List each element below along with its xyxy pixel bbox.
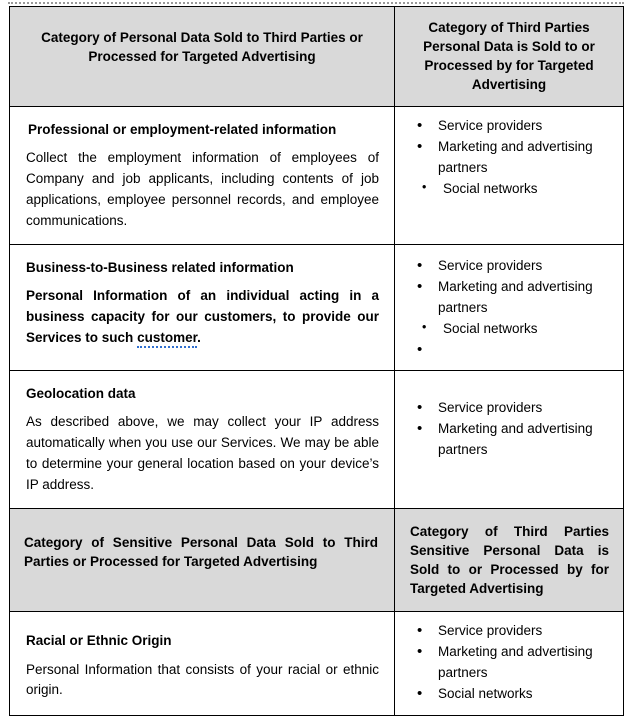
header-cell-sensitive-data-category [10, 508, 395, 612]
category-description: As described above, we may collect your IP address automatically when you use our Services. We may be able to determine your general location based on your device’s IP address. [26, 414, 379, 492]
list-item: • Marketing and advertising partners [405, 136, 613, 178]
category-title: Geolocation data [26, 385, 136, 401]
category-title: Business-to-Business related information [26, 259, 294, 275]
list-item: • Service providers [405, 397, 613, 418]
table-row [10, 612, 624, 715]
category-description-part1: Personal Information of an individual acting in a business capacity for our customers, to provide our Services to such [26, 287, 379, 345]
category-description [26, 286, 379, 349]
cell-parties-professional [395, 106, 624, 244]
third-parties-list [405, 115, 613, 199]
category-description: Collect the employment information of employees of Company and job applicants, including contents of job applications, employee personnel records, and employee communications. [26, 149, 379, 228]
cell-category-b2b [10, 244, 395, 370]
page-boundary-marker [8, 2, 624, 4]
list-item: • Social networks [405, 178, 613, 199]
header-label-sensitive-data-category: Category of Sensitive Personal Data Sold to Third Parties or Processed for Targeted Advertising [24, 534, 378, 569]
header-cell-sensitive-third-parties [395, 508, 624, 612]
category-description: Personal Information that consists of your racial or ethnic origin. [26, 661, 379, 698]
cell-parties-racial-ethnic-origin [395, 612, 624, 715]
list-item: • Service providers [405, 115, 613, 136]
third-parties-list [405, 255, 613, 360]
cell-category-geolocation [10, 370, 395, 508]
table-row [10, 370, 624, 508]
list-item: • Marketing and advertising partners [405, 418, 613, 460]
privacy-disclosure-table [9, 6, 624, 716]
list-item: • Marketing and advertising partners [405, 276, 613, 318]
header-label-third-parties: Category of Third Parties Personal Data is Sold to or Processed by for Targeted Advertising [423, 20, 595, 93]
list-item: • Social networks [405, 683, 613, 704]
table-header-row-sensitive-data [10, 508, 624, 612]
header-cell-third-parties [395, 7, 624, 107]
table-row [10, 244, 624, 370]
list-item: • Social networks [405, 318, 613, 339]
list-item: • Marketing and advertising partners [405, 641, 613, 683]
cell-parties-geolocation [395, 370, 624, 508]
table-row [10, 106, 624, 244]
category-description-part2: . [197, 329, 201, 345]
cell-category-professional [10, 106, 395, 244]
category-title: Professional or employment-related information [28, 121, 337, 137]
spellcheck-flagged-word: customer [137, 330, 197, 348]
header-cell-personal-data-category [10, 7, 395, 107]
category-title: Racial or Ethnic Origin [26, 633, 172, 649]
list-item-empty [405, 339, 613, 360]
third-parties-list [405, 620, 613, 704]
cell-category-racial-ethnic-origin [10, 612, 395, 715]
header-label-sensitive-third-parties: Category of Third Parties Sensitive Personal Data is Sold to or Processed by for Targeted Advertising [410, 523, 609, 597]
list-item: • Service providers [405, 620, 613, 641]
header-label-personal-data-category: Category of Personal Data Sold to Third Parties or Processed for Targeted Advertising [41, 30, 363, 65]
cell-parties-b2b [395, 244, 624, 370]
list-item: • Service providers [405, 255, 613, 276]
third-parties-list [405, 397, 613, 460]
table-header-row-personal-data [10, 7, 624, 107]
